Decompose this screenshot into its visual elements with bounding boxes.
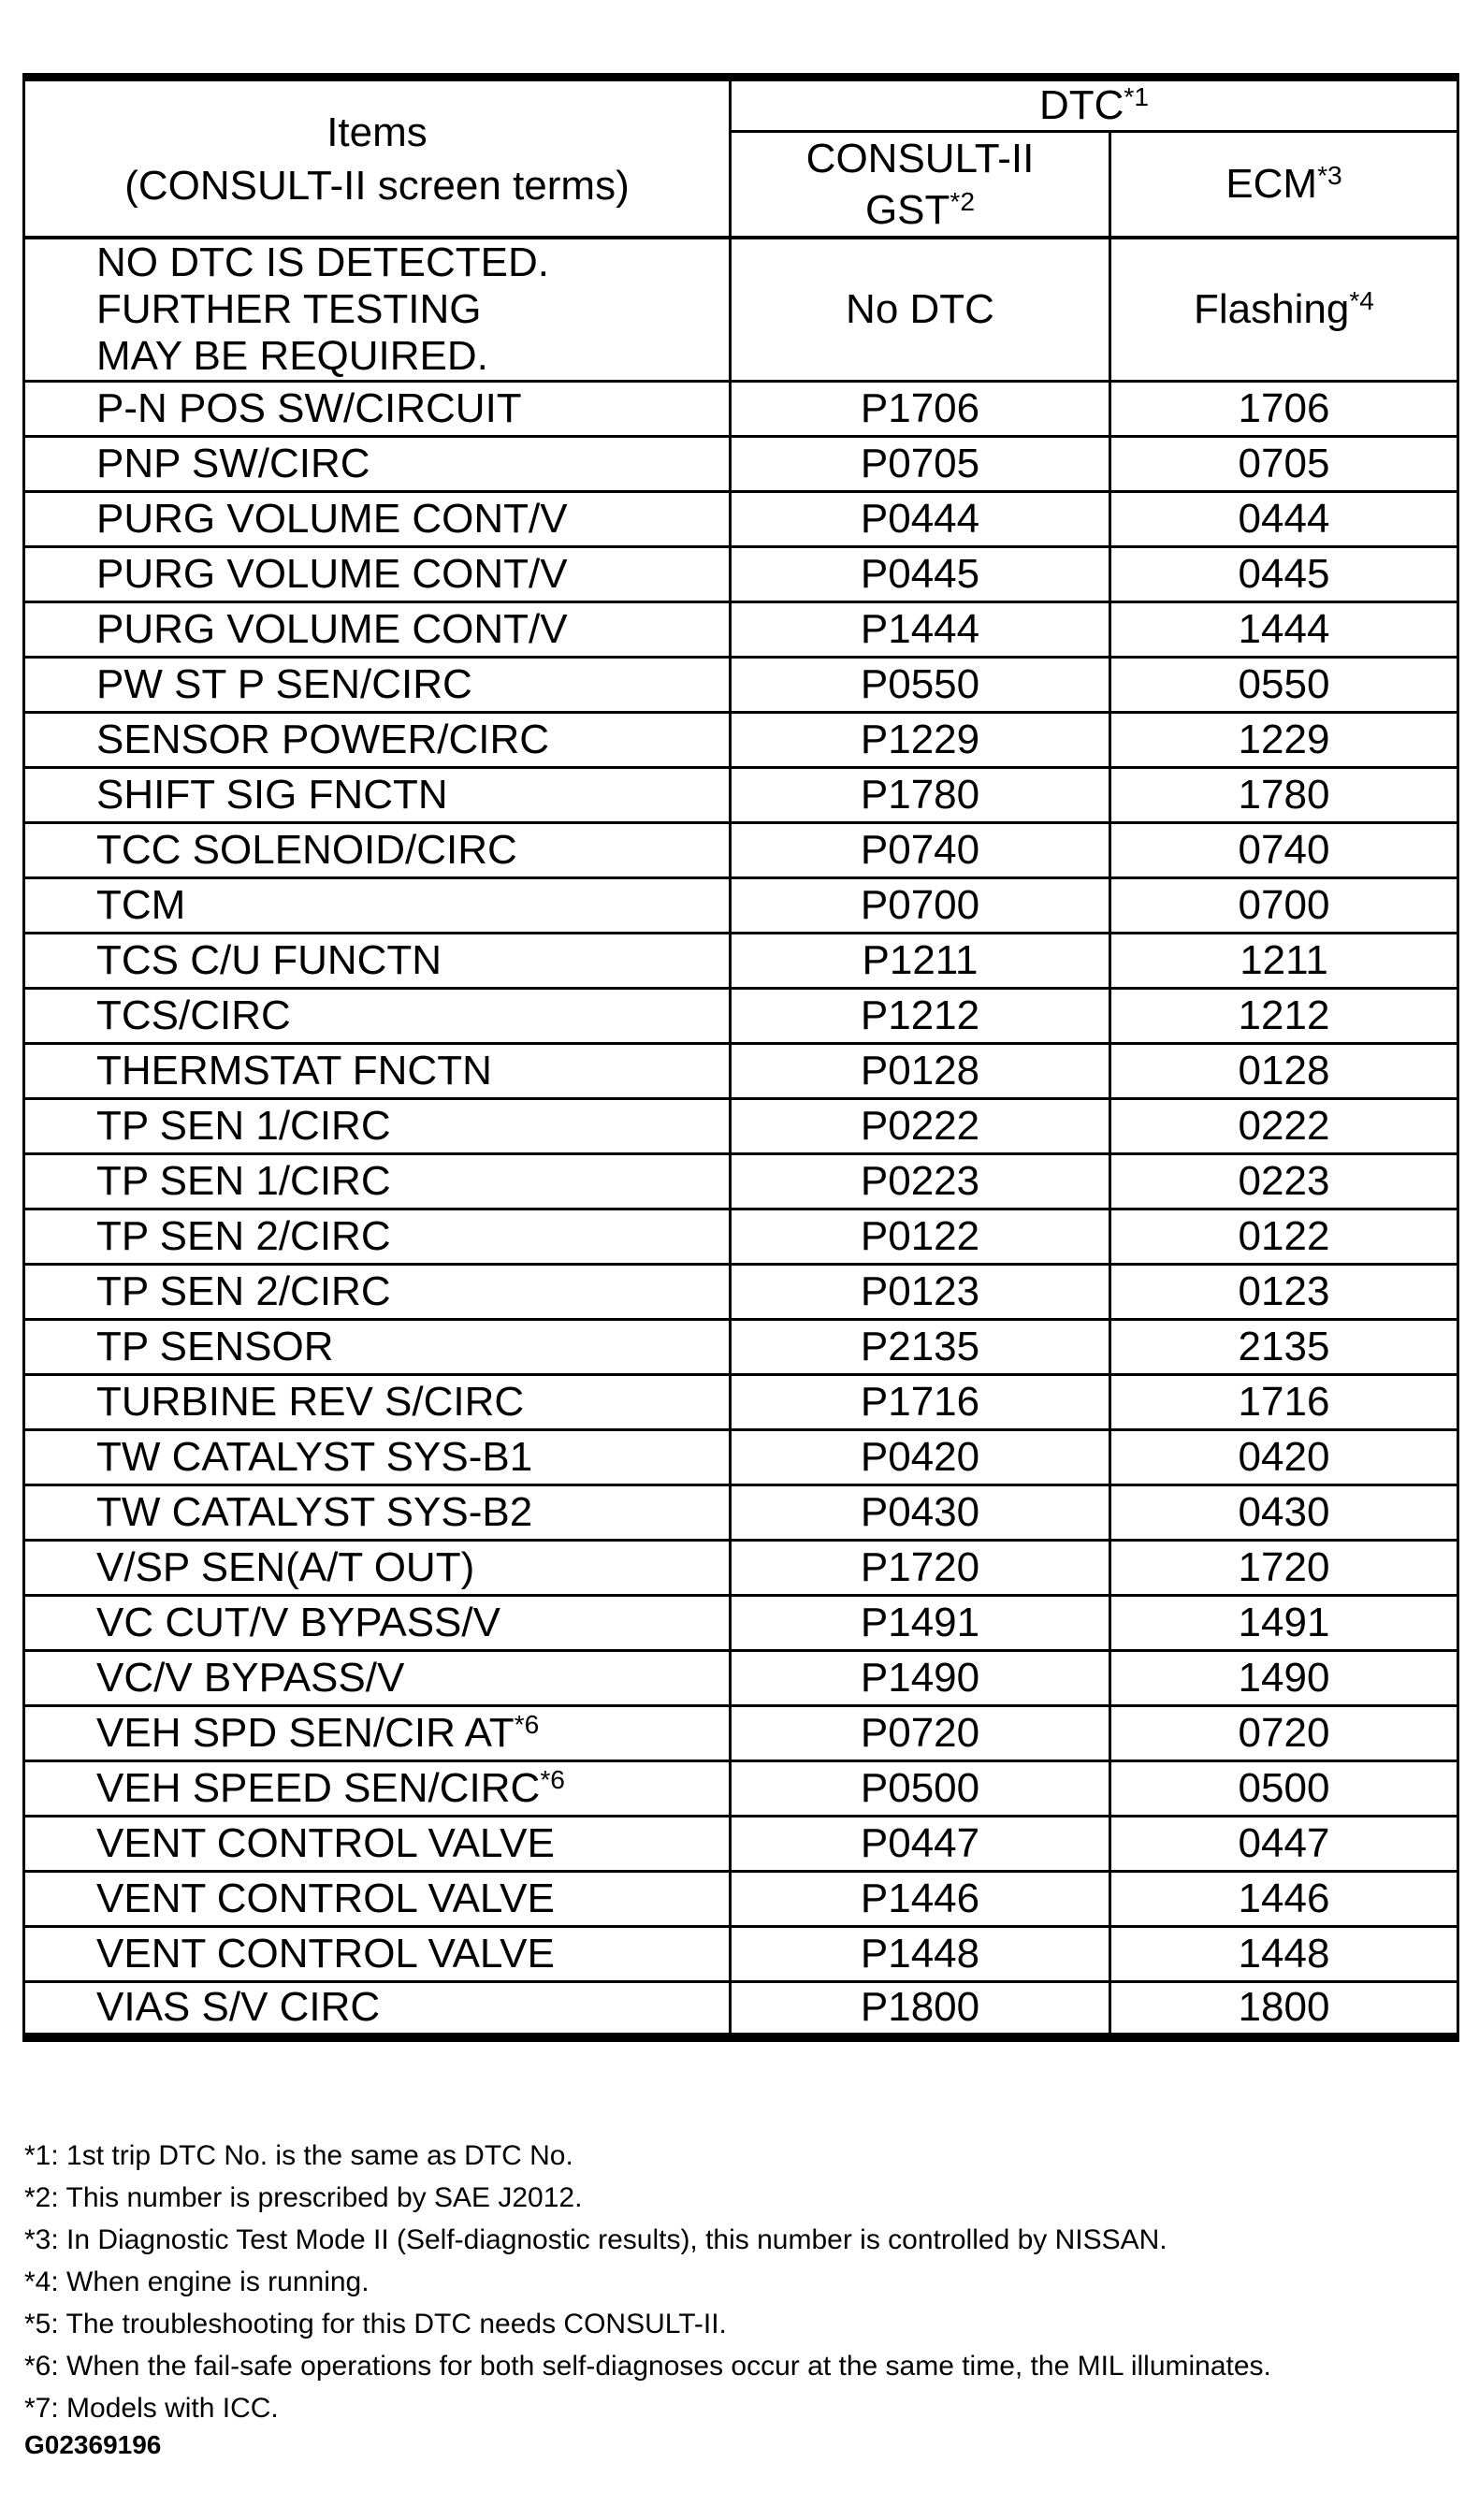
gst-code-cell: P1444 — [731, 602, 1110, 658]
table-row — [24, 768, 1458, 823]
gst-code-cell: P1720 — [731, 1541, 1110, 1596]
ecm-code-cell: 1444 — [1110, 602, 1458, 658]
item-label: TP SEN 2/CIRC — [96, 1213, 391, 1259]
gst-code-cell: P0445 — [731, 547, 1110, 602]
ecm-code-cell: 1706 — [1110, 382, 1458, 437]
table-row — [24, 1761, 1458, 1817]
item-label: TP SENSOR — [96, 1324, 334, 1369]
ecm-code-cell: 0705 — [1110, 437, 1458, 492]
footnote-line: *2: This number is prescribed by SAE J2012. — [24, 2182, 583, 2213]
item-label: PW ST P SEN/CIRC — [96, 661, 472, 707]
ecm-code-cell: 0128 — [1110, 1044, 1458, 1099]
gst-code-cell: No DTC — [731, 238, 1110, 382]
dtc-table — [22, 73, 1459, 2042]
gst-code-cell: P0420 — [731, 1430, 1110, 1485]
gst-code-cell: P1211 — [731, 934, 1110, 989]
table-row — [24, 1430, 1458, 1485]
item-cell — [24, 1320, 731, 1375]
item-cell — [24, 602, 731, 658]
table-row — [24, 1927, 1458, 1982]
item-cell — [24, 823, 731, 878]
item-cell — [24, 1430, 731, 1485]
table-row — [24, 1485, 1458, 1541]
gst-code-cell: P0223 — [731, 1154, 1110, 1209]
item-label: TP SEN 1/CIRC — [96, 1103, 391, 1149]
ecm-code-cell: 0123 — [1110, 1265, 1458, 1320]
gst-code-cell: P0500 — [731, 1761, 1110, 1817]
table-header-row-1 — [24, 78, 1458, 132]
gst-label: GST — [864, 187, 950, 233]
ecm-code-cell: 1448 — [1110, 1927, 1458, 1982]
ecm-code-cell: 0447 — [1110, 1817, 1458, 1872]
item-label: SHIFT SIG FNCTN — [96, 772, 448, 818]
gst-code-cell: P0128 — [731, 1044, 1110, 1099]
ecm-code-cell: 0445 — [1110, 547, 1458, 602]
item-label: VENT CONTROL VALVE — [96, 1931, 555, 1977]
ecm-footnote-ref: *3 — [1317, 160, 1342, 190]
table-row — [24, 713, 1458, 768]
dtc-group-header — [731, 78, 1458, 132]
gst-code-cell: P1491 — [731, 1596, 1110, 1651]
consult-header-line2 — [732, 184, 1109, 236]
item-cell — [24, 878, 731, 934]
no-dtc-line1: NO DTC IS DETECTED. — [96, 239, 550, 285]
item-label: VC/V BYPASS/V — [96, 1655, 405, 1701]
item-cell — [24, 1872, 731, 1927]
table-row — [24, 437, 1458, 492]
table-row — [24, 382, 1458, 437]
item-label: TCS C/U FUNCTN — [96, 937, 442, 983]
item-label: TCS/CIRC — [96, 992, 291, 1038]
table-row — [24, 492, 1458, 547]
consult-header-line1: CONSULT-II — [805, 136, 1035, 181]
item-cell — [24, 1541, 731, 1596]
item-cell — [24, 989, 731, 1044]
item-label: P-N POS SW/CIRCUIT — [96, 385, 522, 431]
gst-code-cell: P0123 — [731, 1265, 1110, 1320]
item-label: PURG VOLUME CONT/V — [96, 551, 568, 597]
ecm-code-cell: 0420 — [1110, 1430, 1458, 1485]
table-row — [24, 823, 1458, 878]
ecm-code-cell: 1211 — [1110, 934, 1458, 989]
gst-code-cell: P0430 — [731, 1485, 1110, 1541]
gst-code-cell: P2135 — [731, 1320, 1110, 1375]
item-label: TCC SOLENOID/CIRC — [96, 827, 517, 873]
ecm-code-cell: 0122 — [1110, 1209, 1458, 1265]
dtc-group-header-footnote-ref: *1 — [1124, 81, 1150, 111]
item-footnote-ref: *6 — [540, 1764, 565, 1794]
gst-code-cell: P0720 — [731, 1706, 1110, 1761]
item-cell — [24, 1706, 731, 1761]
gst-code-cell: P1446 — [731, 1872, 1110, 1927]
ecm-column-header — [1110, 132, 1458, 239]
footnote-line: *4: When engine is running. — [24, 2267, 370, 2297]
gst-code-cell: P0447 — [731, 1817, 1110, 1872]
item-footnote-ref: *6 — [514, 1709, 540, 1739]
item-label: TP SEN 1/CIRC — [96, 1158, 391, 1204]
dtc-group-header-label: DTC — [1038, 82, 1124, 128]
no-dtc-line2: FURTHER TESTING — [96, 286, 482, 332]
table-row — [24, 1154, 1458, 1209]
table-row — [24, 878, 1458, 934]
item-cell — [24, 1154, 731, 1209]
item-cell — [24, 1209, 731, 1265]
item-cell — [24, 658, 731, 713]
table-row — [24, 658, 1458, 713]
gst-code-cell: P0705 — [731, 437, 1110, 492]
gst-code-cell: P0222 — [731, 1099, 1110, 1154]
gst-code-cell: P0740 — [731, 823, 1110, 878]
ecm-code-cell: 1446 — [1110, 1872, 1458, 1927]
table-row — [24, 1044, 1458, 1099]
items-header-line2: (CONSULT-II screen terms) — [124, 162, 630, 209]
gst-code-cell: P0444 — [731, 492, 1110, 547]
item-label: VENT CONTROL VALVE — [96, 1820, 555, 1866]
item-cell — [24, 713, 731, 768]
item-label: VC CUT/V BYPASS/V — [96, 1600, 500, 1645]
ecm-code-cell: 1780 — [1110, 768, 1458, 823]
gst-code-cell: P1800 — [731, 1982, 1110, 2037]
gst-code-cell: P1706 — [731, 382, 1110, 437]
table-row — [24, 1651, 1458, 1706]
no-dtc-line3: MAY BE REQUIRED. — [96, 333, 488, 379]
ecm-code-cell: 0740 — [1110, 823, 1458, 878]
table-row — [24, 1209, 1458, 1265]
ecm-code-cell: 1716 — [1110, 1375, 1458, 1430]
gst-code-cell: P1229 — [731, 713, 1110, 768]
ecm-code-cell: 2135 — [1110, 1320, 1458, 1375]
table-row-no-dtc — [24, 238, 1458, 382]
item-label: TCM — [96, 882, 186, 928]
item-cell — [24, 382, 731, 437]
item-label: VIAS S/V CIRC — [96, 1984, 381, 2031]
ecm-code-cell: 0700 — [1110, 878, 1458, 934]
no-dtc-item-lines — [96, 239, 729, 380]
item-cell — [24, 1485, 731, 1541]
item-cell — [24, 1596, 731, 1651]
ecm-code-cell: 0223 — [1110, 1154, 1458, 1209]
item-label: TW CATALYST SYS-B2 — [96, 1489, 533, 1535]
item-cell — [24, 547, 731, 602]
footnote-line: *5: The troubleshooting for this DTC needs CONSULT-II. — [24, 2309, 727, 2339]
item-cell — [24, 492, 731, 547]
table-row — [24, 1541, 1458, 1596]
item-label: PURG VOLUME CONT/V — [96, 496, 568, 542]
ecm-code-cell: 1491 — [1110, 1596, 1458, 1651]
item-cell — [24, 768, 731, 823]
ecm-code-cell: 1490 — [1110, 1651, 1458, 1706]
table-row — [24, 934, 1458, 989]
gst-code-cell: P1780 — [731, 768, 1110, 823]
ecm-code-cell: 1800 — [1110, 1982, 1458, 2037]
item-cell — [24, 1817, 731, 1872]
ecm-code-cell: 0444 — [1110, 492, 1458, 547]
items-header-line1: Items — [326, 109, 428, 155]
item-cell — [24, 437, 731, 492]
footnotes-block — [24, 2135, 1271, 2429]
item-cell — [24, 238, 731, 382]
ecm-flashing-footnote-ref: *4 — [1349, 285, 1374, 315]
ecm-code-cell: 0222 — [1110, 1099, 1458, 1154]
table-row — [24, 1375, 1458, 1430]
item-cell — [24, 1044, 731, 1099]
table-row — [24, 1596, 1458, 1651]
ecm-code-cell: 1229 — [1110, 713, 1458, 768]
table-row — [24, 1320, 1458, 1375]
ecm-code-cell: 0550 — [1110, 658, 1458, 713]
item-cell — [24, 1761, 731, 1817]
consult-gst-column-header — [731, 132, 1110, 239]
item-cell — [24, 1651, 731, 1706]
ecm-code-cell: 1720 — [1110, 1541, 1458, 1596]
gst-code-cell: P0550 — [731, 658, 1110, 713]
ecm-code-cell — [1110, 238, 1458, 382]
footnote-line: *3: In Diagnostic Test Mode II (Self-diagnostic results), this number is controlled by NISSAN. — [24, 2224, 1167, 2255]
item-label: SENSOR POWER/CIRC — [96, 717, 550, 762]
item-label: V/SP SEN(A/T OUT) — [96, 1544, 475, 1590]
item-cell — [24, 1265, 731, 1320]
item-cell — [24, 934, 731, 989]
ecm-flashing-label: Flashing — [1194, 286, 1350, 332]
gst-footnote-ref: *2 — [950, 186, 976, 216]
item-cell — [24, 1375, 731, 1430]
footnote-line: *7: Models with ICC. — [24, 2393, 279, 2424]
gst-code-cell: P1490 — [731, 1651, 1110, 1706]
table-row — [24, 989, 1458, 1044]
item-label: TP SEN 2/CIRC — [96, 1268, 391, 1314]
ecm-code-cell: 0500 — [1110, 1761, 1458, 1817]
item-label: PNP SW/CIRC — [96, 441, 370, 486]
footnote-line: *1: 1st trip DTC No. is the same as DTC No. — [24, 2140, 573, 2171]
table-row — [24, 1982, 1458, 2037]
gst-code-cell: P1212 — [731, 989, 1110, 1044]
table-row — [24, 547, 1458, 602]
gst-code-cell: P0700 — [731, 878, 1110, 934]
gst-code-cell: P1716 — [731, 1375, 1110, 1430]
items-column-header — [24, 78, 731, 239]
ecm-label: ECM — [1225, 161, 1318, 207]
table-row — [24, 602, 1458, 658]
table-row — [24, 1872, 1458, 1927]
ecm-code-cell: 1212 — [1110, 989, 1458, 1044]
ecm-code-cell: 0430 — [1110, 1485, 1458, 1541]
table-row — [24, 1099, 1458, 1154]
table-row — [24, 1265, 1458, 1320]
item-label: VENT CONTROL VALVE — [96, 1876, 555, 1921]
item-label: TW CATALYST SYS-B1 — [96, 1434, 533, 1480]
gst-code-cell: P0122 — [731, 1209, 1110, 1265]
item-cell — [24, 1927, 731, 1982]
footnote-line: *6: When the fail-safe operations for both self-diagnoses occur at the same time, the MIL illuminates. — [24, 2351, 1271, 2382]
item-label: PURG VOLUME CONT/V — [96, 606, 568, 652]
ecm-code-cell: 0720 — [1110, 1706, 1458, 1761]
item-label: THERMSTAT FNCTN — [96, 1048, 492, 1093]
table-row — [24, 1817, 1458, 1872]
item-label: VEH SPD SEN/CIR AT — [96, 1710, 515, 1756]
gst-code-cell: P1448 — [731, 1927, 1110, 1982]
item-cell — [24, 1099, 731, 1154]
table-row — [24, 1706, 1458, 1761]
figure-id: G02369196 — [24, 2430, 162, 2459]
item-cell — [24, 1982, 731, 2037]
item-label: TURBINE REV S/CIRC — [96, 1379, 525, 1425]
item-label: VEH SPEED SEN/CIRC — [96, 1765, 541, 1811]
